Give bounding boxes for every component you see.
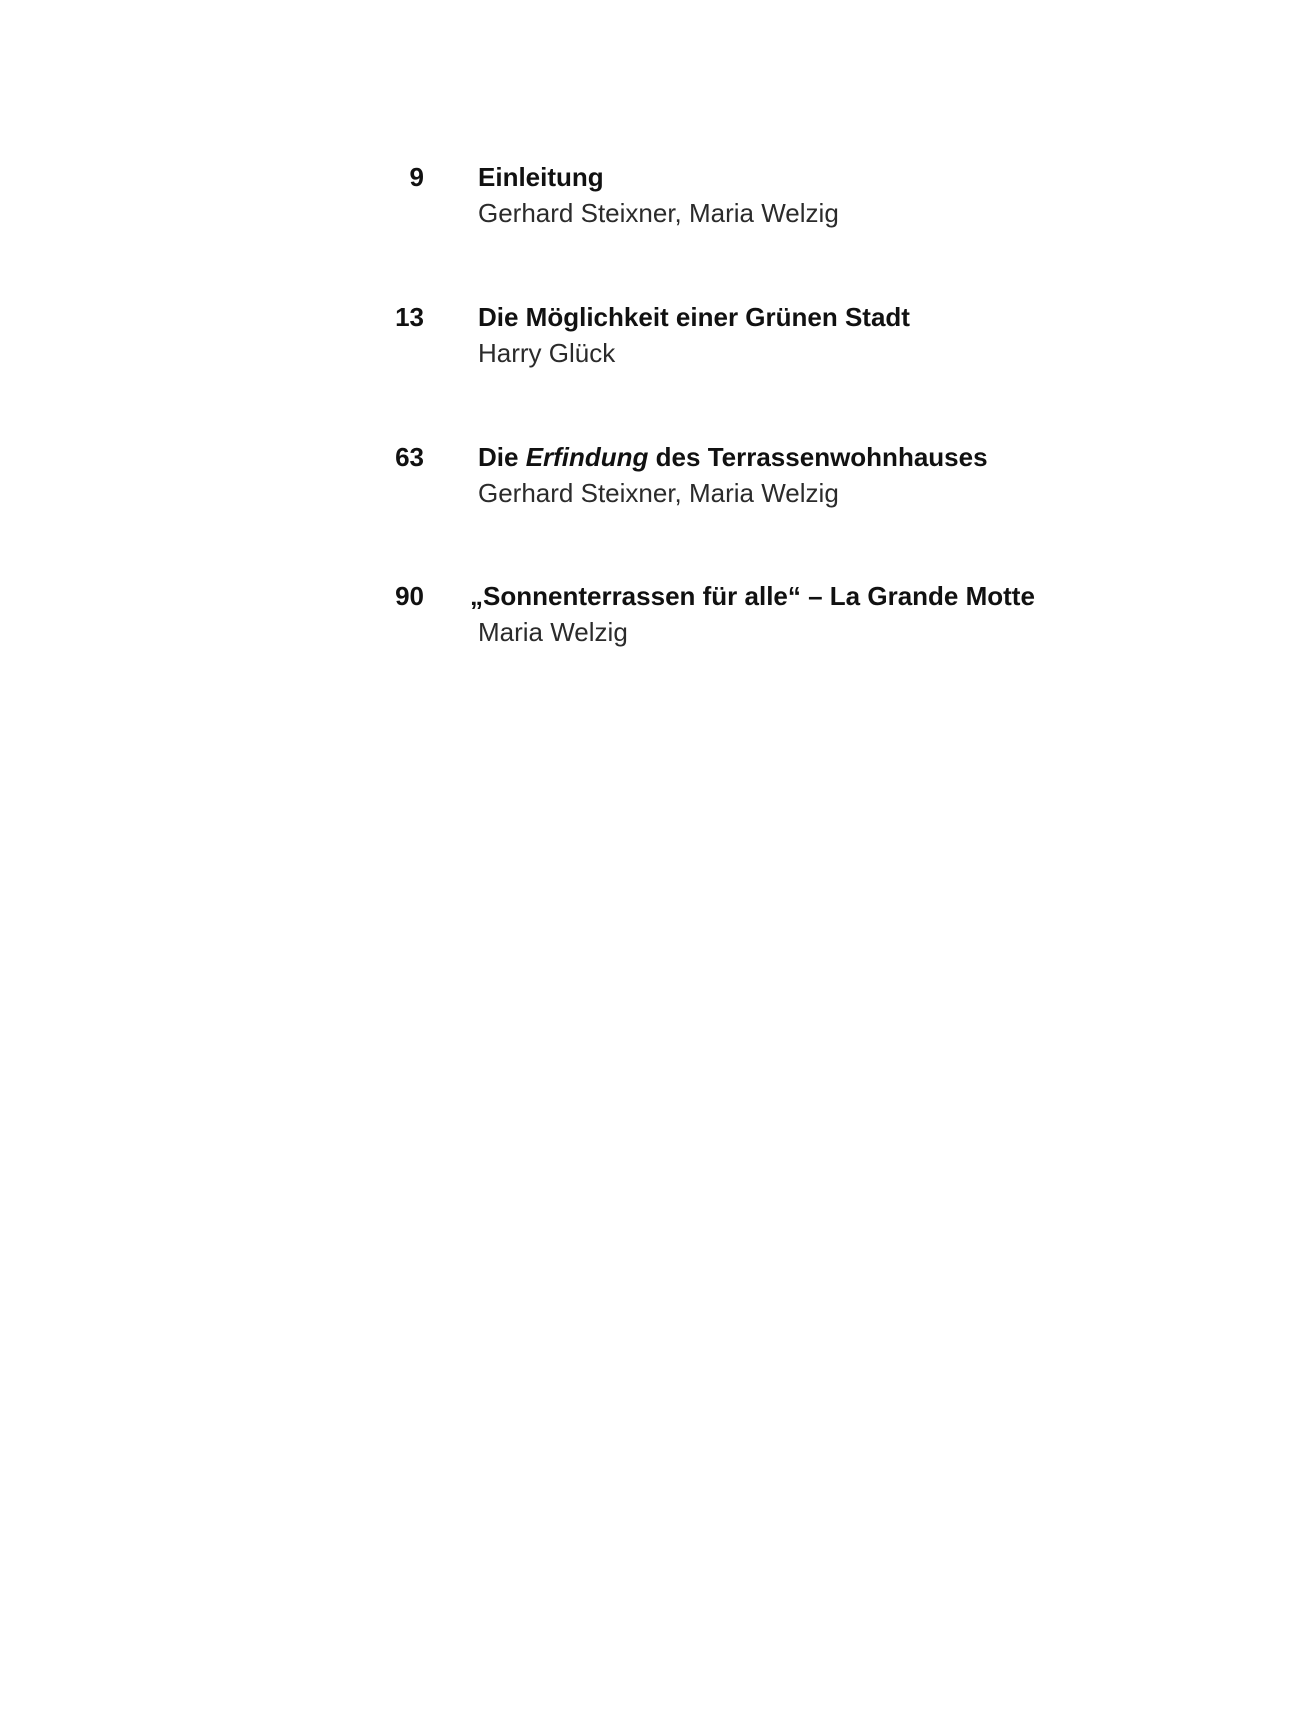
chapter-author: Gerhard Steixner, Maria Welzig <box>478 198 839 228</box>
chapter-title <box>478 440 988 474</box>
toc-entry[interactable] <box>0 160 1300 240</box>
chapter-title-part: Die <box>478 442 526 472</box>
chapter-author: Maria Welzig <box>478 617 628 647</box>
page-number: 90 <box>395 581 424 611</box>
chapter-title: Einleitung <box>478 162 604 192</box>
page-number: 9 <box>409 162 424 192</box>
toc-entry[interactable] <box>0 440 1300 520</box>
page-number: 63 <box>395 442 424 472</box>
chapter-title-part: des Terrassenwohnhauses <box>648 442 988 472</box>
chapter-title-emphasis: Erfindung <box>525 442 649 472</box>
toc-entry[interactable] <box>0 579 1300 659</box>
chapter-title: Die Möglichkeit einer Grünen Stadt <box>478 302 910 332</box>
page-number: 13 <box>395 302 424 332</box>
chapter-author: Harry Glück <box>478 338 616 368</box>
chapter-title: „Sonnenterrassen für alle“ – La Grande Motte <box>470 581 1035 611</box>
chapter-author: Gerhard Steixner, Maria Welzig <box>478 478 839 508</box>
toc-entry[interactable] <box>0 300 1300 380</box>
